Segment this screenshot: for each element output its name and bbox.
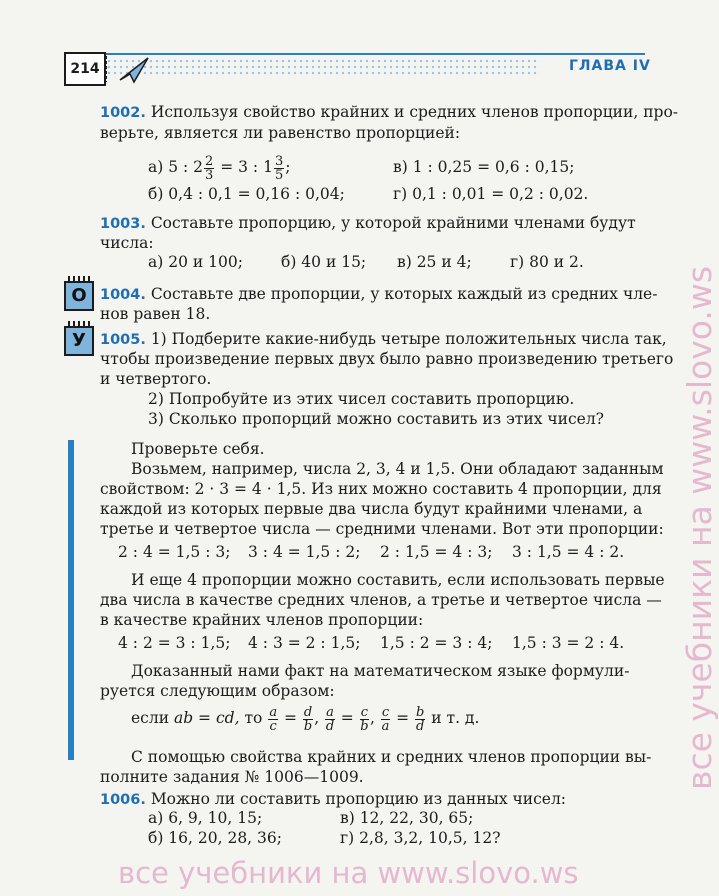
exercise-1006-g: г) 2,8, 3,2, 10,5, 12? [340, 829, 501, 847]
header-dot-pattern [100, 58, 540, 78]
check-line5: И еще 4 пропорции можно составить, если использовать первые [131, 571, 665, 589]
exercise-1002-line2: верьте, является ли равенство пропорцией: [100, 124, 461, 142]
exercise-1002-g: г) 0,1 : 0,01 = 0,2 : 0,02. [393, 185, 589, 203]
exercise-1002-v: в) 1 : 0,25 = 0,6 : 0,15; [393, 158, 575, 176]
proportion-7: 1,5 : 2 = 3 : 4; [380, 634, 493, 652]
check-line2: свойством: 2 · 3 = 4 · 1,5. Из них можно составить 4 пропорции, для [100, 480, 662, 498]
proportion-6: 4 : 3 = 2 : 1,5; [248, 634, 361, 652]
paper-plane-icon [104, 52, 152, 86]
exercise-1005-line3: и четвертого. [100, 370, 212, 388]
exercise-1003-b: б) 40 и 15; [281, 253, 367, 271]
proportion-3: 2 : 1,5 = 4 : 3; [380, 543, 493, 561]
exercise-1006-a: а) 6, 9, 10, 15; [148, 809, 263, 827]
exercise-1002-a: а) 5 : 2 $\frac{2}{3}$ = 3 : 1 $\frac{3}{5}$ ; [148, 153, 291, 183]
check-line1: Возьмем, например, числа 2, 3, 4 и 1,5. Они обладают заданным [131, 460, 664, 478]
check-line7: в качестве крайних членов пропорции: [100, 611, 424, 629]
page-number: 214 [64, 52, 106, 86]
check-line6: два числа в качестве средних членов, а третье и четвертое числа — [100, 591, 662, 609]
check-line9: руется следующим образом: [100, 682, 335, 700]
chapter-title: ГЛАВА IV [569, 58, 651, 74]
exercise-1003-a: а) 20 и 100; [148, 253, 243, 271]
watermark-side: все учебники на www.slovo.ws [680, 265, 719, 790]
exercise-1006-b: б) 16, 20, 28, 36; [148, 829, 282, 847]
proportion-8: 1,5 : 3 = 2 : 4. [512, 634, 625, 652]
marker-o-icon: О [64, 281, 94, 311]
exercise-1003-v: в) 25 и 4; [397, 253, 472, 271]
outro-line2: полните задания № 1006—1009. [100, 768, 364, 786]
outro-line1: С помощью свойства крайних и средних членов пропорции вы- [131, 748, 652, 766]
check-line4: третье и четвертое числа — средними членами. Вот эти пропорции: [100, 520, 664, 538]
watermark-bottom: все учебники на www.slovo.ws [118, 856, 579, 890]
exercise-1003-g: г) 80 и 2. [510, 253, 584, 271]
exercise-1004-line1: 1004. Составьте две пропорции, у которых каждый из средних чле- [100, 285, 658, 303]
check-title: Проверьте себя. [131, 440, 265, 458]
exercise-1003-line1: 1003. Составьте пропорцию, у которой крайними членами будут [100, 214, 636, 232]
exercise-1005-line1: 1005. 1) Подберите какие-нибудь четыре положительных числа так, [100, 330, 667, 348]
exercise-1002-b: б) 0,4 : 0,1 = 0,16 : 0,04; [148, 185, 345, 203]
proportion-1: 2 : 4 = 1,5 : 3; [118, 543, 231, 561]
proportion-2: 3 : 4 = 1,5 : 2; [248, 543, 361, 561]
check-line3: каждой из которых первые два числа будут крайними членами, а [100, 500, 643, 518]
exercise-1003-line2: числа: [100, 234, 154, 252]
check-line8: Доказанный нами факт на математическом языке формули- [131, 662, 630, 680]
exercise-1004-line2: нов равен 18. [100, 305, 211, 323]
exercise-1005-line5: 3) Сколько пропорций можно составить из этих чисел? [148, 410, 604, 428]
check-section-bar [68, 440, 74, 760]
exercise-1005-line4: 2) Попробуйте из этих чисел составить пропорцию. [148, 390, 575, 408]
exercise-1006-v: в) 12, 22, 30, 65; [340, 809, 474, 827]
proportion-5: 4 : 2 = 3 : 1,5; [118, 634, 231, 652]
exercise-1006-line1: 1006. Можно ли составить пропорцию из данных чисел: [100, 790, 567, 808]
proportion-4: 3 : 1,5 = 4 : 2. [512, 543, 625, 561]
marker-u-icon: У [64, 326, 94, 356]
formula-line: если ab = cd, то $\frac{a}{c}$ = $\frac{d}{b}$ , $\frac{a}{d}$ = $\frac{c}{b}$ , $\frac{c}{a}$ = $\frac{b}{d}$ и т. д. [131, 704, 480, 734]
header-rule [100, 53, 645, 55]
exercise-1002-line1: 1002. Используя свойство крайних и средних членов пропорции, про- [100, 103, 679, 121]
exercise-1005-line2: чтобы произведение первых двух было равно произведению третьего [100, 350, 674, 368]
